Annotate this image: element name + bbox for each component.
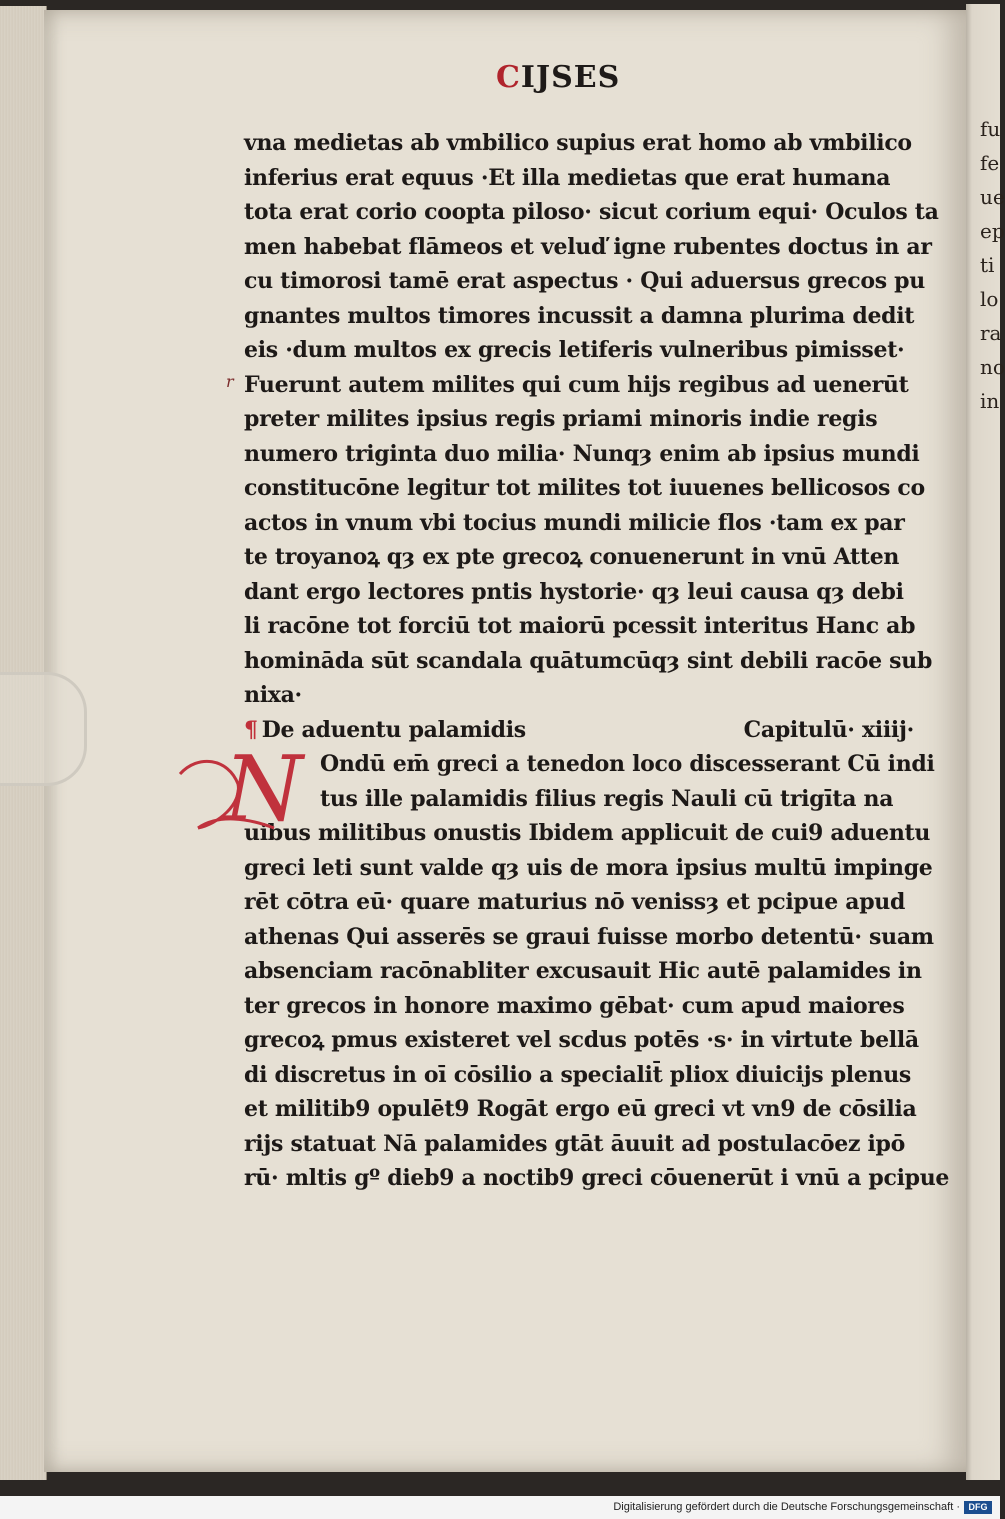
paragraph-2: [244, 747, 950, 1196]
text-line: uibus militibus onustis Ibidem applicuit de cui9 aduentu: [244, 820, 931, 846]
chapter-heading: [244, 713, 914, 748]
facing-page-fragment: ue: [980, 185, 1005, 209]
text-line: constitucōne legitur tot milites tot iuuenes bellicosos co: [244, 475, 925, 501]
facing-page-fragment: lo: [980, 287, 999, 311]
text-line: rēt cōtra eū· quare maturius nō venissȝ et pcipue apud: [244, 889, 906, 915]
running-head-text: IJSES: [520, 60, 621, 95]
pilcrow-mark: ¶: [244, 716, 258, 743]
facing-page-fragment: ti: [980, 253, 995, 277]
drop-cap: [178, 737, 303, 842]
text-line: dant ergo lectores pntis hystorie· qȝ leui causa qȝ debi: [244, 578, 904, 605]
text-line: te troyanoꝝ qȝ ex pte grecoꝝ conuenerunt in vnū Atten: [244, 544, 900, 570]
paragraph-1: [244, 126, 939, 713]
facing-page-fragment: in: [980, 389, 1000, 413]
text-block: [244, 126, 950, 1196]
page-clip: [0, 672, 87, 786]
text-line: tota erat corio coopta piloso· sicut corium equi· Oculos ta: [244, 199, 939, 225]
footer-bar: [0, 1496, 1000, 1519]
text-line: inferius erat equus ·Et illa medietas que erat humana: [244, 164, 891, 191]
chapter-title: De aduentu palamidis: [261, 716, 526, 743]
text-line: homināda sūt scandala quātumcūqȝ sint debili racōe sub: [244, 647, 933, 674]
text-line: Fuerunt autem milites qui cum hijs regibus ad uenerūt: [244, 371, 909, 398]
facing-page-fragment: fe: [980, 151, 1000, 175]
dfg-logo: DFG: [964, 1501, 992, 1514]
chapter-number: Capitulū· xiiij·: [743, 716, 914, 743]
text-line: et militib9 opulēt9 Rogāt ergo eū greci vt vn9 de cōsilia: [244, 1096, 917, 1122]
text-line: absenciam racōnabliter excusauit Hic autē palamides in: [244, 958, 922, 984]
text-line: men habebat flāmeos et veluď igne rubentes doctus in ar: [244, 233, 932, 260]
drop-cap-letter: N: [224, 737, 303, 842]
facing-page-fragment: ep: [980, 219, 1005, 243]
text-line: greci leti sunt valde qȝ uis de mora ipsius multū impinge: [244, 854, 933, 881]
facing-page-fragment: fu: [980, 117, 1001, 141]
text-line: di discretus in oī cōsilio a specialit̄ pliox diuicijs plenus: [244, 1061, 912, 1088]
margin-annotation: r: [226, 372, 234, 391]
running-head-rubric: C: [496, 60, 521, 95]
text-line: nixa·: [244, 682, 302, 708]
text-line: actos in vnum vbi tocius mundi milicie flos ·tam ex par: [244, 509, 905, 536]
text-line: ter grecos in honore maximo gēbat· cum apud maiores: [244, 992, 905, 1019]
text-line: li racōne tot forciū tot maiorū pcessit interitus Hanc ab: [244, 613, 916, 639]
facing-page-fragment: ra: [980, 321, 1002, 345]
text-line: preter milites ipsius regis priami minoris indie regis: [244, 406, 878, 432]
footer-credit: Digitalisierung gefördert durch die Deutsche Forschungsgemeinschaft ·: [613, 1501, 960, 1513]
text-line: tus ille palamidis filius regis Nauli cū trigīta na: [320, 785, 894, 812]
text-line: eis ·dum multos ex grecis letiferis vulneribus pimisset·: [244, 337, 905, 363]
text-line: athenas Qui asserēs se graui fuisse morbo detentū· suam: [244, 923, 934, 950]
text-line: rijs statuat Nā palamides gtāt āuuit ad postulacōez ipō: [244, 1130, 906, 1157]
text-line: cu timorosi tamē erat aspectus · Qui aduersus grecos pu: [244, 268, 925, 294]
text-line: rū· mltis gº dieb9 a noctib9 greci cōuenerūt i vnū a pcipue: [244, 1165, 950, 1191]
text-line: Ondū em̄ greci a tenedon loco discesserant Cū indi: [320, 751, 935, 777]
text-line: gnantes multos timores incussit a damna plurima dedit: [244, 302, 915, 329]
text-line: vna medietas ab vmbilico supius erat homo ab vmbilico: [244, 130, 912, 156]
running-head: [496, 60, 620, 100]
facing-page-edge: [966, 4, 1005, 1480]
text-line: numero triginta duo milia· Nunqȝ enim ab ipsius mundi: [244, 440, 920, 467]
facing-page-fragment: no: [980, 355, 1005, 379]
text-line: grecoꝝ pmus existeret vel scdus potēs ·s· in virtute bellā: [244, 1027, 919, 1053]
